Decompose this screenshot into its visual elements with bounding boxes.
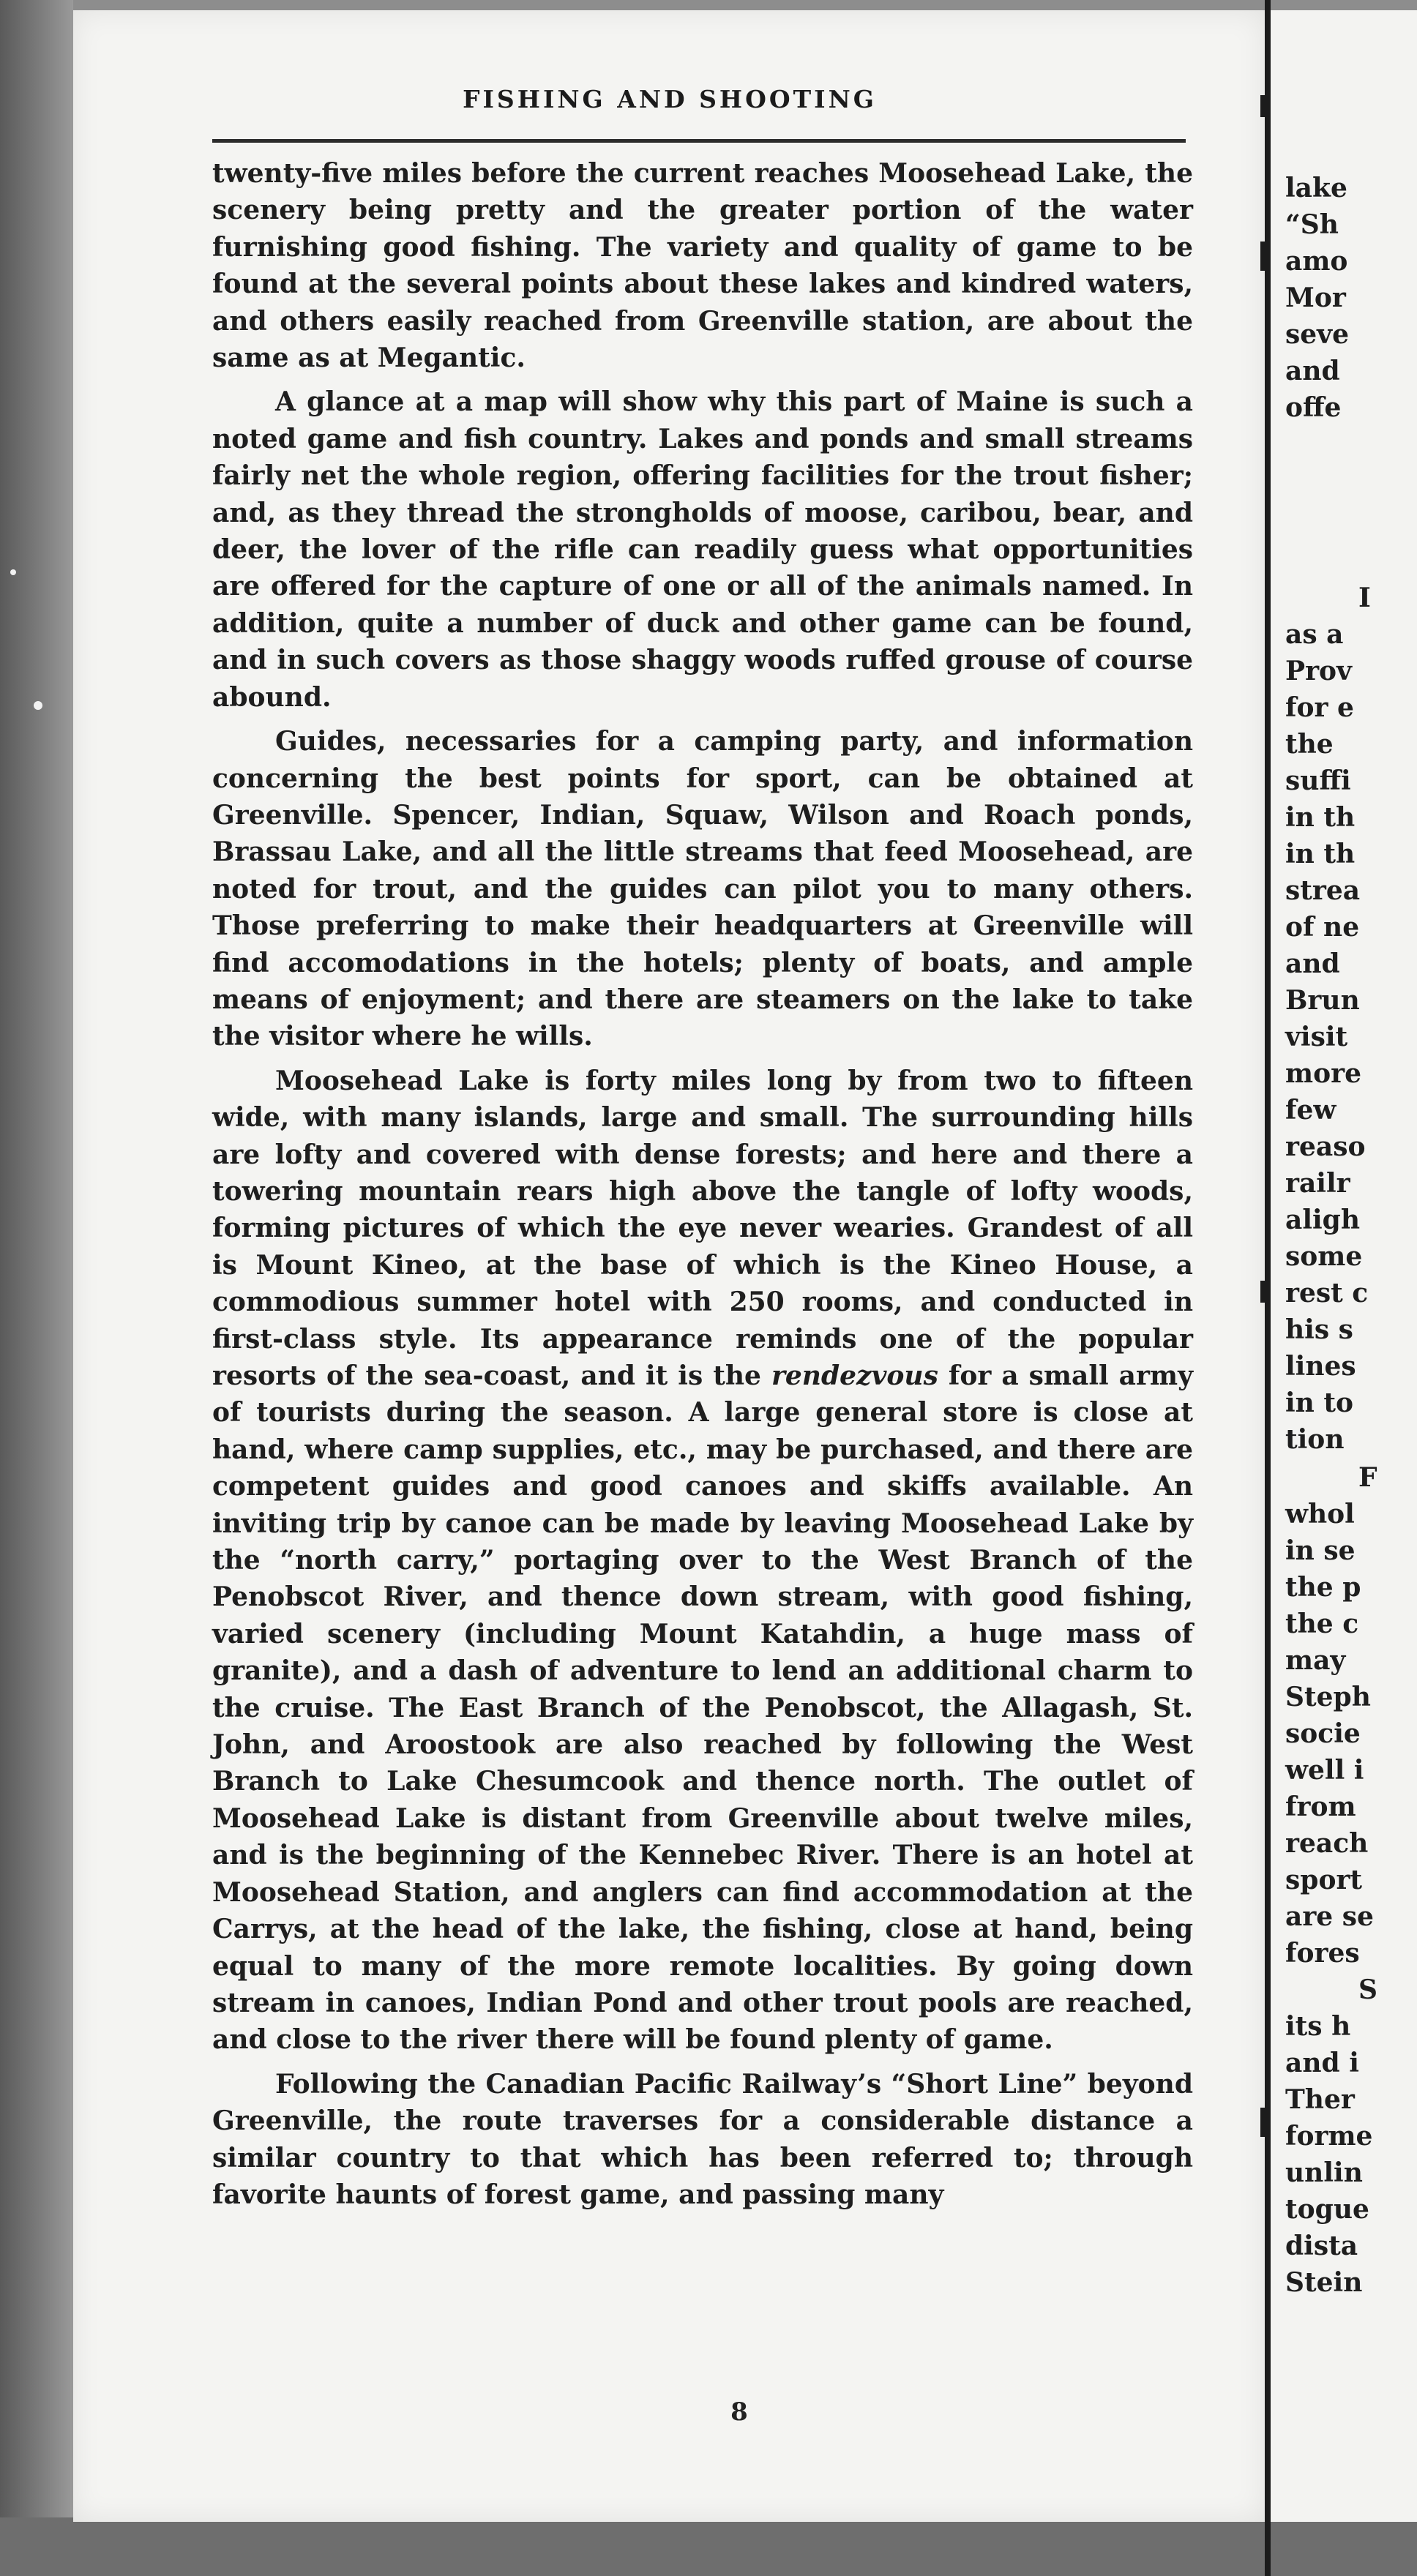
paragraph-5: Following the Canadian Pacific Railway’s “Short Line” beyond Greenville, the route traverses for a considerable distance a similar country to that which has been referred to; through favorite haunts of forest game, and passing many bbox=[212, 2068, 1193, 2210]
right-line: unlin bbox=[1285, 2157, 1363, 2188]
page-number: 8 bbox=[730, 2397, 748, 2427]
page-body-text bbox=[212, 155, 1193, 2220]
gutter-notch bbox=[1260, 95, 1268, 117]
scan-speck bbox=[34, 701, 42, 710]
right-line: are se bbox=[1285, 1901, 1374, 1932]
right-line: Steph bbox=[1285, 1682, 1371, 1712]
paragraph-3: Guides, necessaries for a camping party, and information concerning the best points for sport, can be obtained at Greenville. Spencer, Indian, Squaw, Wilson and Roach ponds, Brassau Lake, and all the little streams that feed Moosehead, are noted for trout, and the guides can pilot you to many others. Those preferring to make their headquarters at Greenville will find accomodations in the hotels; plenty of boats, and ample means of enjoyment; and there are steamers on the lake to take the visitor where he wills. bbox=[212, 726, 1193, 1052]
right-line: amo bbox=[1285, 246, 1348, 277]
right-line: in th bbox=[1285, 802, 1356, 833]
paragraph-4-text-a: Moosehead Lake is forty miles long by from two to fifteen wide, with many islands, large and small. The surrounding hills are lofty and covered with dense forests; and here and there a towering mountain rears high above the tangle of lofty woods, forming pictures of which the eye never wearies. Grandest of all is Mount Kineo, at the base of which is the Kineo House, a commodious summer hotel with 250 rooms, and conducted in first-class style. Its appearance reminds one of the popular resorts of the sea-coast, and it is the bbox=[212, 1065, 1193, 1391]
gutter-notch bbox=[1260, 242, 1268, 271]
right-line: socie bbox=[1285, 1718, 1361, 1749]
scan-bottom-edge bbox=[0, 2517, 1417, 2576]
right-line: railr bbox=[1285, 1168, 1350, 1199]
right-line: “Sh bbox=[1285, 209, 1339, 240]
right-line: sport bbox=[1285, 1865, 1363, 1895]
right-line: fores bbox=[1285, 1938, 1360, 1969]
italic-rendezvous: rendezvous bbox=[771, 1360, 938, 1391]
right-line: dista bbox=[1285, 2231, 1358, 2261]
right-line: as a bbox=[1285, 619, 1344, 650]
right-line: Stein bbox=[1285, 2267, 1363, 2298]
right-line: more bbox=[1285, 1058, 1361, 1089]
gutter-notch bbox=[1260, 1281, 1268, 1303]
right-line: and bbox=[1285, 356, 1340, 386]
right-line: Brun bbox=[1285, 985, 1360, 1016]
scan-speck bbox=[10, 569, 16, 575]
right-line: and bbox=[1285, 948, 1340, 979]
right-line: Ther bbox=[1285, 2084, 1355, 2115]
book-page-right-fragment bbox=[1271, 10, 1417, 2522]
right-line: the p bbox=[1285, 1572, 1361, 1603]
right-line: some bbox=[1285, 1241, 1363, 1272]
paragraph-1: twenty-five miles before the current reaches Moosehead Lake, the scenery being pretty and the greater portion of the water furnishing good fishing. The variety and quality of game to be found at the several points about these lakes and kindred waters, and others easily reached from Greenville station, are about the same as at Megantic. bbox=[212, 158, 1193, 374]
scan-left-margin bbox=[0, 0, 73, 2576]
right-line: strea bbox=[1285, 875, 1361, 906]
right-line: whol bbox=[1285, 1499, 1355, 1530]
right-line: togue bbox=[1285, 2194, 1369, 2225]
right-line: in th bbox=[1285, 839, 1356, 869]
paragraph-2: A glance at a map will show why this part of Maine is such a noted game and fish country. Lakes and ponds and small streams fairly net the whole region, offering facilities for the trout fisher; and, as they thread the strongholds of moose, caribou, bear, and deer, the lover of the rifle can readily guess what opportunities are offered for the capture of one or all of the animals named. In addition, quite a number of duck and other game can be found, and in such covers as those shaggy woods ruffed grouse of course abound. bbox=[212, 386, 1193, 713]
right-line: well i bbox=[1285, 1755, 1364, 1786]
right-line: of ne bbox=[1285, 912, 1360, 943]
paragraph-4 bbox=[212, 1063, 1193, 2059]
running-head: FISHING AND SHOOTING bbox=[463, 85, 877, 113]
right-line: suffi bbox=[1285, 765, 1351, 796]
right-line: I bbox=[1358, 583, 1371, 613]
right-line: in se bbox=[1285, 1535, 1356, 1566]
right-line: visit bbox=[1285, 1022, 1348, 1052]
right-line: may bbox=[1285, 1645, 1346, 1676]
right-line: lines bbox=[1285, 1351, 1356, 1382]
right-line: aligh bbox=[1285, 1205, 1361, 1235]
right-line: offe bbox=[1285, 392, 1342, 423]
right-line: the bbox=[1285, 729, 1334, 760]
right-line: Prov bbox=[1285, 656, 1352, 686]
header-rule bbox=[212, 139, 1186, 143]
right-line: reaso bbox=[1285, 1131, 1366, 1162]
right-line: S bbox=[1358, 1974, 1377, 2005]
right-line: reach bbox=[1285, 1828, 1369, 1859]
right-line: few bbox=[1285, 1095, 1336, 1126]
right-line: tion bbox=[1285, 1424, 1345, 1455]
gutter-notch bbox=[1260, 2108, 1268, 2137]
right-line: and i bbox=[1285, 2048, 1359, 2078]
right-line: forme bbox=[1285, 2121, 1373, 2152]
right-line: for e bbox=[1285, 692, 1354, 723]
right-line: rest c bbox=[1285, 1278, 1369, 1308]
right-line: Mor bbox=[1285, 282, 1346, 313]
right-line: F bbox=[1358, 1462, 1377, 1493]
right-line: seve bbox=[1285, 319, 1349, 350]
right-line: from bbox=[1285, 1791, 1356, 1822]
right-line: its h bbox=[1285, 2011, 1351, 2042]
right-line: in to bbox=[1285, 1388, 1354, 1418]
right-line: lake bbox=[1285, 173, 1347, 203]
right-line: the c bbox=[1285, 1609, 1359, 1639]
right-line: his s bbox=[1285, 1314, 1353, 1345]
paragraph-4-text-b: for a small army of tourists during the season. A large general store is close at hand, where camp supplies, etc., may be purchased, and there are competent guides and good canoes and skiffs available. An inviting trip by canoe can be made by leaving Moosehead Lake by the “north carry,” portaging over to the West Branch of the Penobscot River, and thence down stream, with good fishing, varied scenery (including Mount Katahdin, a huge mass of granite), and a dash of adventure to lend an additional charm to the cruise. The East Branch of the Penobscot, the Allagash, St. John, and Aroostook are also reached by following the West Branch to Lake Chesumcook and thence north. The outlet of Moosehead Lake is distant from Greenville about twelve miles, and is the beginning of the Kennebec River. There is an hotel at Moosehead Station, and anglers can find accommodation at the Carrys, at the head of the lake, the fishing, close at hand, being equal to many of the more remote localities. By going down stream in canoes, Indian Pond and other trout pools are reached, and close to the river there will be found plenty of game. bbox=[212, 1360, 1193, 2056]
